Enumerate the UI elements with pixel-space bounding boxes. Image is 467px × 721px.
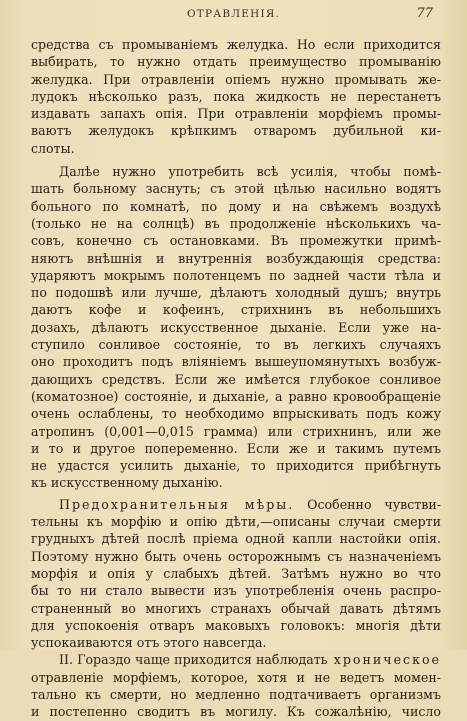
text-line: Далѣе нужно употребить всѣ усилія, чтобы помѣ- xyxy=(59,164,441,180)
text-line: отравленіе морфіемъ, которое, хотя и не ведетъ момен- xyxy=(31,669,441,685)
emphasis-term: хроническое xyxy=(327,652,441,668)
text-line: даютъ кофе и кофеинъ, стрихнинъ въ небольшихъ xyxy=(31,302,441,318)
page-header xyxy=(0,8,467,24)
text-line: больного по комнатѣ, по дому и на свѣжемъ воздухѣ xyxy=(31,198,441,214)
paragraph-4 xyxy=(31,651,441,720)
text-line: по подошвѣ или лучше, дѣлаютъ холодный душъ; внутрь xyxy=(31,285,441,301)
text-line: тально къ смерти, но медленно подтачиваетъ организмъ xyxy=(31,686,441,702)
text-line: няютъ внѣшнія и внутреннія возбуждающія средства: xyxy=(31,250,441,266)
text-line: и то и другое попеременно. Если же и такимъ путемъ xyxy=(31,440,441,456)
text-line: дающихъ средствъ. Если же имѣется глубокое сонливое xyxy=(31,371,441,387)
text-line: ваютъ желудокъ крѣпкимъ отваромъ дубильной ки- xyxy=(31,123,441,139)
text-line: страненный во многихъ странахъ обычай давать дѣтямъ xyxy=(31,600,441,616)
text-line: дозахъ, дѣлаютъ искусственное дыханіе. Если уже на- xyxy=(31,319,441,335)
text-line: средства съ промываніемъ желудка. Но если приходится xyxy=(31,37,441,52)
text-line: атропинъ (0,001—0,015 грамма) или стрихнинъ, или же xyxy=(31,423,441,439)
section-lead: Предохранительныя мѣры. xyxy=(59,496,295,512)
running-head: ОТРАВЛЕНІЯ. xyxy=(186,8,281,20)
text-line: ступило сонливое состояніе, то въ легкихъ случаяхъ xyxy=(31,337,441,353)
text-line: выбирать, то нужно отдать преимущество промыванію xyxy=(31,54,441,70)
paragraph-1 xyxy=(31,36,441,157)
text-line: и постепенно сводитъ въ могилу. Къ сожалѣнію, число xyxy=(31,704,441,720)
text-line: не удастся усилить дыханіе, то приходится прибѣгнуть xyxy=(31,458,441,474)
text-line: шать больному заснуть; съ этой цѣлью насильно водятъ xyxy=(31,181,441,197)
text-line xyxy=(31,651,441,668)
text-line: слоты. xyxy=(31,140,75,156)
text-line: очень ослаблены, то необходимо впрыскивать подъ кожу xyxy=(31,406,441,422)
text-line xyxy=(31,496,441,513)
section-lead: II. Гораздо чаще приходится наблюдать xyxy=(59,652,328,668)
text-line: морфія и опія у слабыхъ дѣтей. Затѣмъ нужно во что xyxy=(31,565,441,581)
text-line: совъ, конечно съ остановками. Въ промежутки примѣ- xyxy=(31,233,441,249)
text-fragment: Особенно чувстви- xyxy=(294,496,441,512)
text-line: бы то ни стало вывести изъ употребленія очень распро- xyxy=(31,583,441,599)
paragraph-2 xyxy=(31,163,441,492)
paragraph-3 xyxy=(31,496,441,652)
text-line: издавать запахъ опія. При отравленіи морфіемъ промы- xyxy=(31,106,441,122)
text-line: ударяютъ мокрымъ полотенцемъ по задней части тѣла и xyxy=(31,267,441,283)
page-number: 77 xyxy=(416,6,433,21)
text-line: лудокъ нѣсколько разъ, пока жидкость не перестанетъ xyxy=(31,88,441,104)
text-line: Поэтому нужно быть очень осторожнымъ съ назначеніемъ xyxy=(31,548,441,564)
text-line: (коматозное) состояніе, и дыханіе, а равно кровообращеніе xyxy=(31,388,441,404)
text-line: тельны къ морфію и опію дѣти,—описаны случаи смерти xyxy=(31,514,441,530)
text-line: (только не на солнцѣ) въ продолженіе нѣсколькихъ ча- xyxy=(31,215,441,231)
text-line: къ искусственному дыханію. xyxy=(31,475,223,491)
text-line: оно проходитъ подъ вліяніемъ вышеупомянутыхъ возбуж- xyxy=(31,354,441,370)
text-line: грудныхъ дѣтей послѣ пріема одной капли настойки опія. xyxy=(31,531,441,547)
text-line: успокаиваются отъ этого навсегда. xyxy=(31,635,267,651)
text-line: желудка. При отравленіи опіемъ нужно промывать же- xyxy=(31,71,441,87)
body-text xyxy=(31,36,441,721)
text-line: для успокоенія отваръ маковыхъ головокъ: многія дѣти xyxy=(31,617,441,633)
